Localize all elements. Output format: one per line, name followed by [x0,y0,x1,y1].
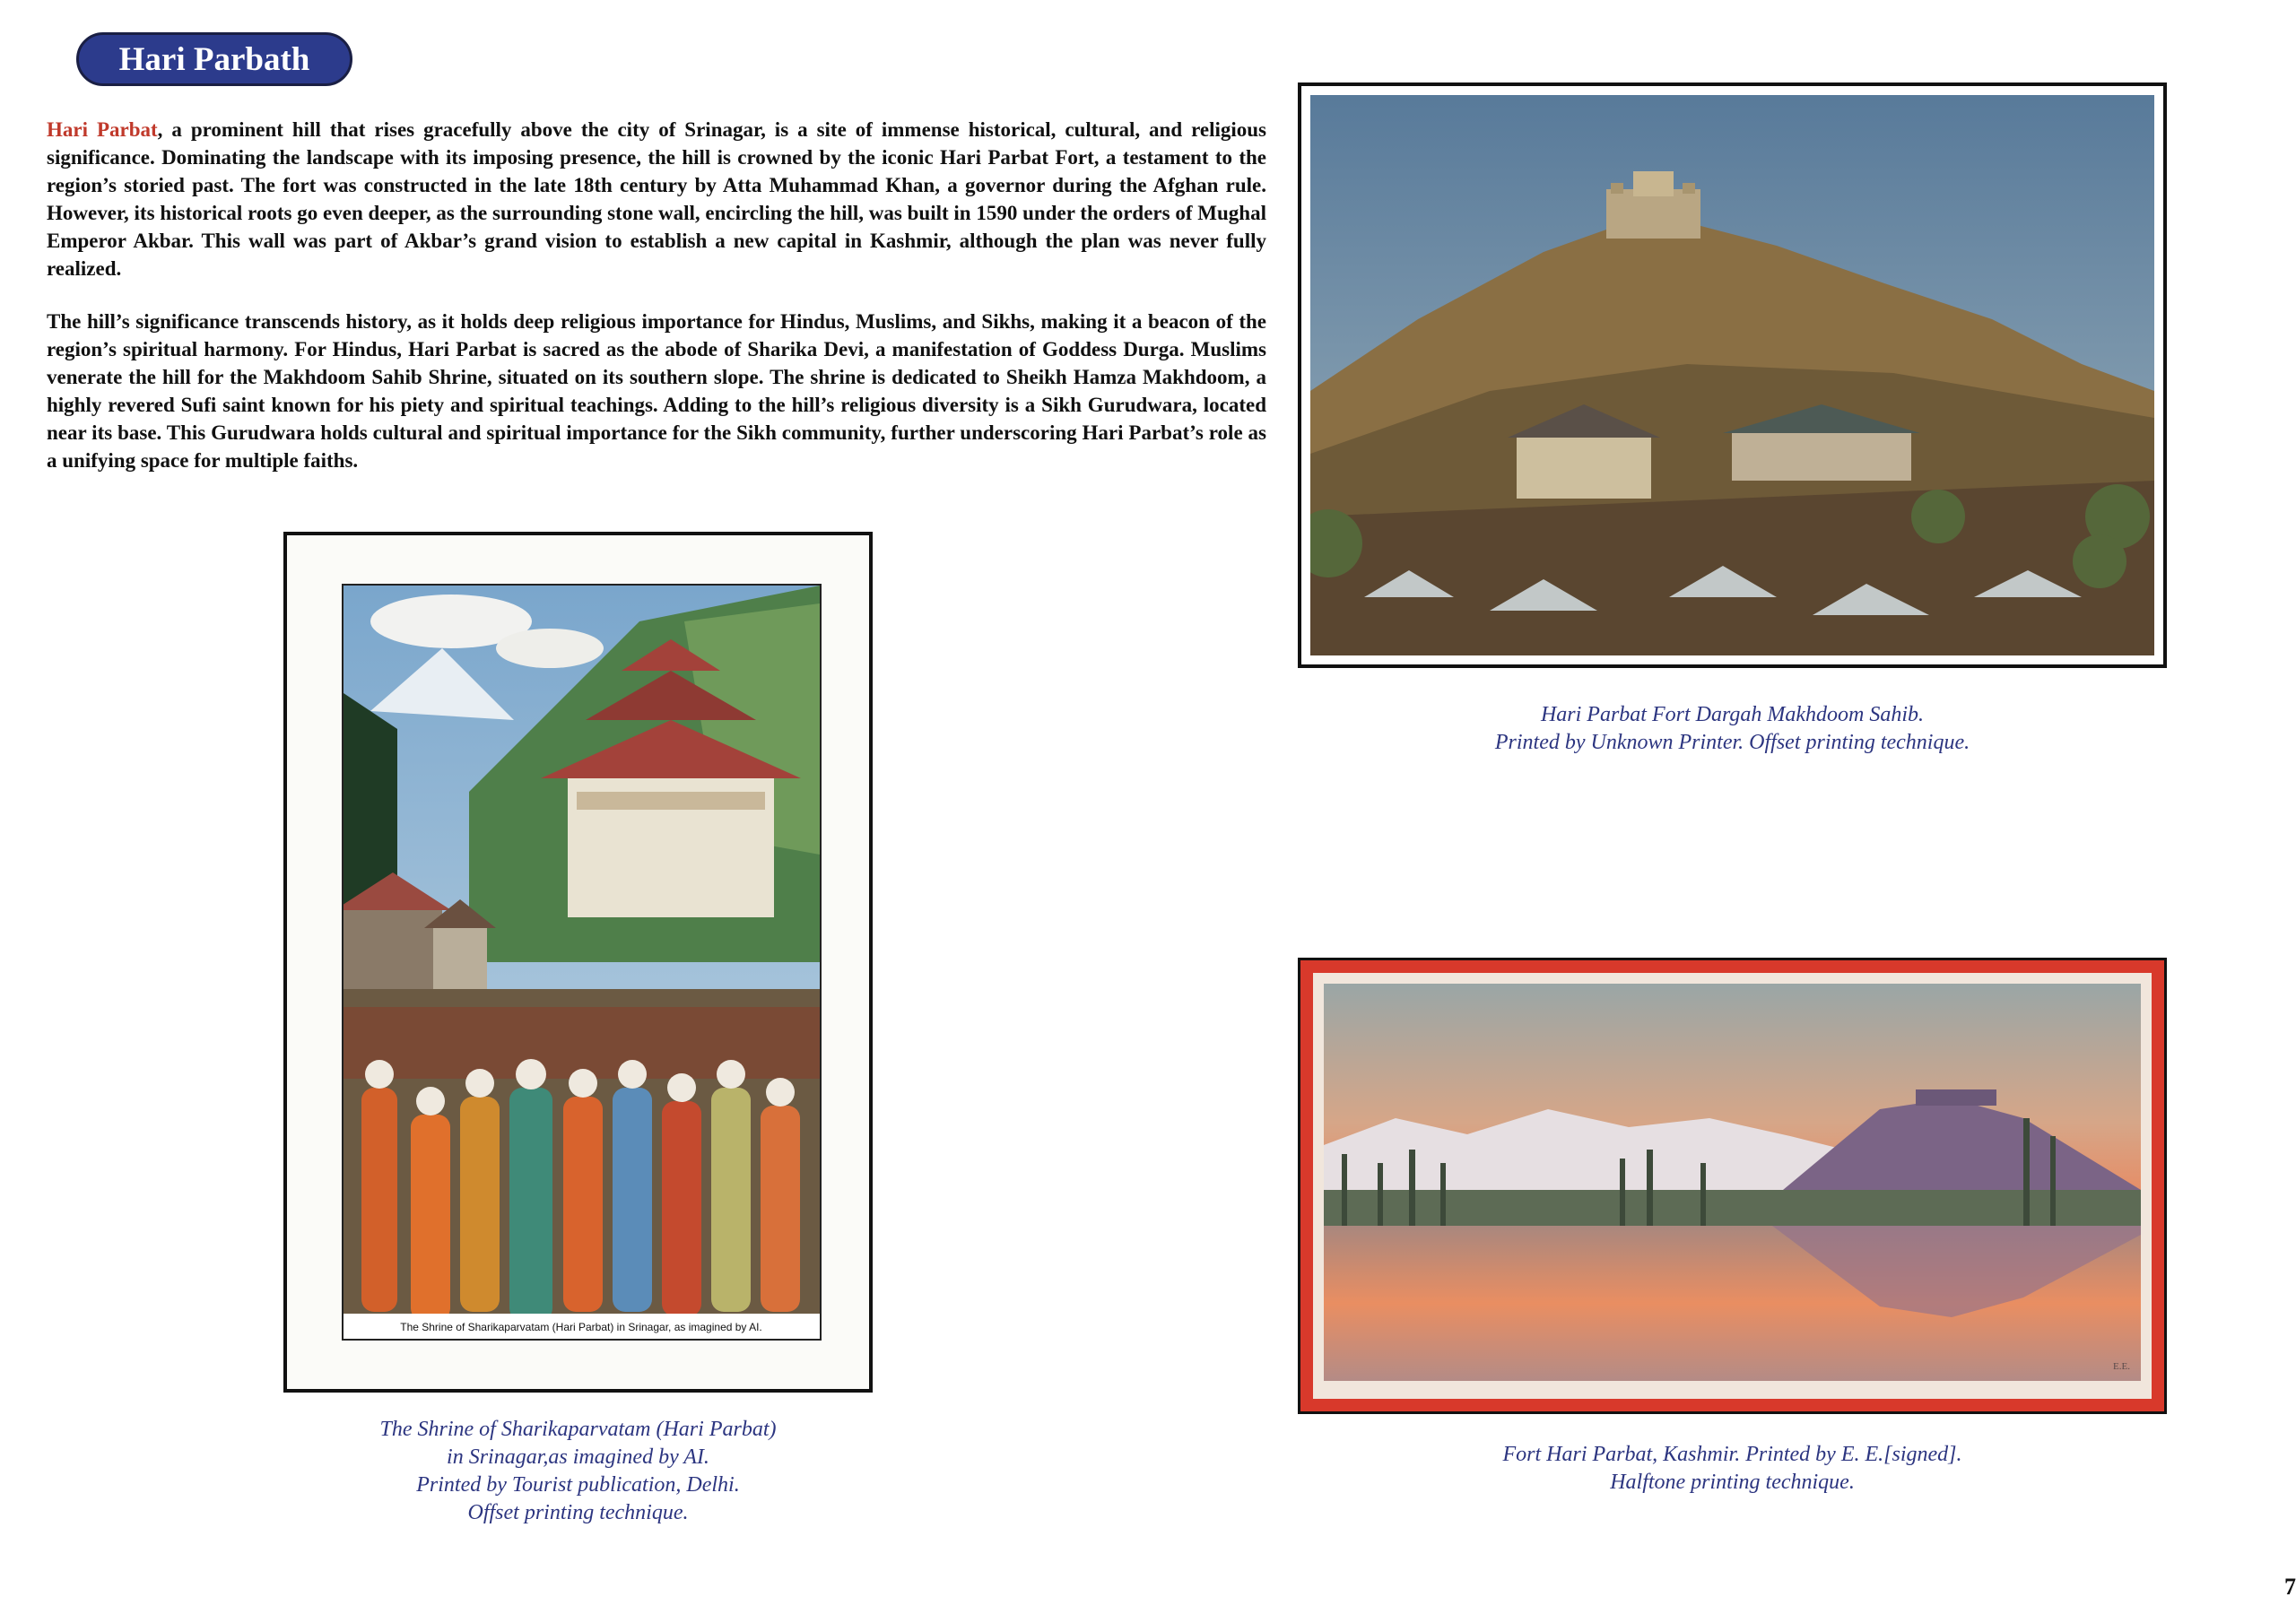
page-title: Hari Parbath [76,32,352,86]
ai-inner-caption: The Shrine of Sharikaparvatam (Hari Parbat) in Srinagar, as imagined by AI. [400,1321,762,1333]
paragraph-significance: The hill’s significance transcends history, as it holds deep religious importance for Hindus, Muslims, and Sikhs, making it a beacon of the region’s spiritual harmony. For Hindus, Hari Parbat is sacred as the abode of Sharika Devi, a manifestation of Goddess Durga. Muslims venerate the hill for the Makhdoom Sahib Shrine, situated on its southern slope. The shrine is dedicated to Sheikh Hamza Makhdoom, a highly revered Sufi saint known for his piety and spiritual teachings. Adding to the hill’s religious diversity is a Sikh Gurudwara, located near its base. This Gurudwara holds cultural and spiritual importance for the Sikh community, further underscoring Hari Parbat’s role as a unifying space for multiple faiths. [47,310,1266,472]
caption-line: Hari Parbat Fort Dargah Makhdoom Sahib. [1540,703,1925,726]
artist-signature: E.E. [2113,1361,2130,1372]
postcard-fort-kashmir [1298,958,2167,1414]
caption-fort-kashmir [1298,1441,2167,1497]
postcard-ai-shrine [283,532,873,1393]
crowd [344,1007,820,1321]
caption-line: Fort Hari Parbat, Kashmir. Printed by E. E.[signed]. [1502,1443,1962,1466]
caption-line: Printed by Tourist publication, Delhi. [416,1473,740,1497]
caption-line: in Srinagar,as imagined by AI. [447,1445,709,1469]
caption-line: Halftone printing technique. [1610,1471,1855,1494]
page-number: 7 [2284,1574,2296,1600]
fort-dargah-image [1310,95,2154,655]
paragraph-intro [47,116,1266,282]
caption-line: The Shrine of Sharikaparvatam (Hari Parbat) [379,1418,777,1441]
caption-ai-shrine [283,1416,873,1527]
ai-shrine-image [342,584,822,1341]
caption-fort-dargah [1298,701,2167,757]
paragraph-lead: Hari Parbat [47,118,158,141]
caption-line: Printed by Unknown Printer. Offset printing technique. [1494,731,1970,754]
fort-kashmir-image [1324,984,2141,1381]
postcard-fort-dargah [1298,82,2167,668]
caption-line: Offset printing technique. [467,1501,689,1524]
paragraph-intro-text: , a prominent hill that rises gracefully above the city of Srinagar, is a site of immense historical, cultural, and religious significance. Dominating the landscape with its imposing presence, the hill is crowned by the iconic Hari Parbat Fort, a testament to the region’s storied past. The fort was constructed in the late 18th century by Atta Muhammad Khan, a governor during the Afghan rule. However, its historical roots go even deeper, as the surrounding stone wall, encircling the hill, was built in 1590 under the orders of Mughal Emperor Akbar. This wall was part of Akbar’s grand vision to establish a new capital in Kashmir, although the plan was never fully realized. [47,118,1267,280]
